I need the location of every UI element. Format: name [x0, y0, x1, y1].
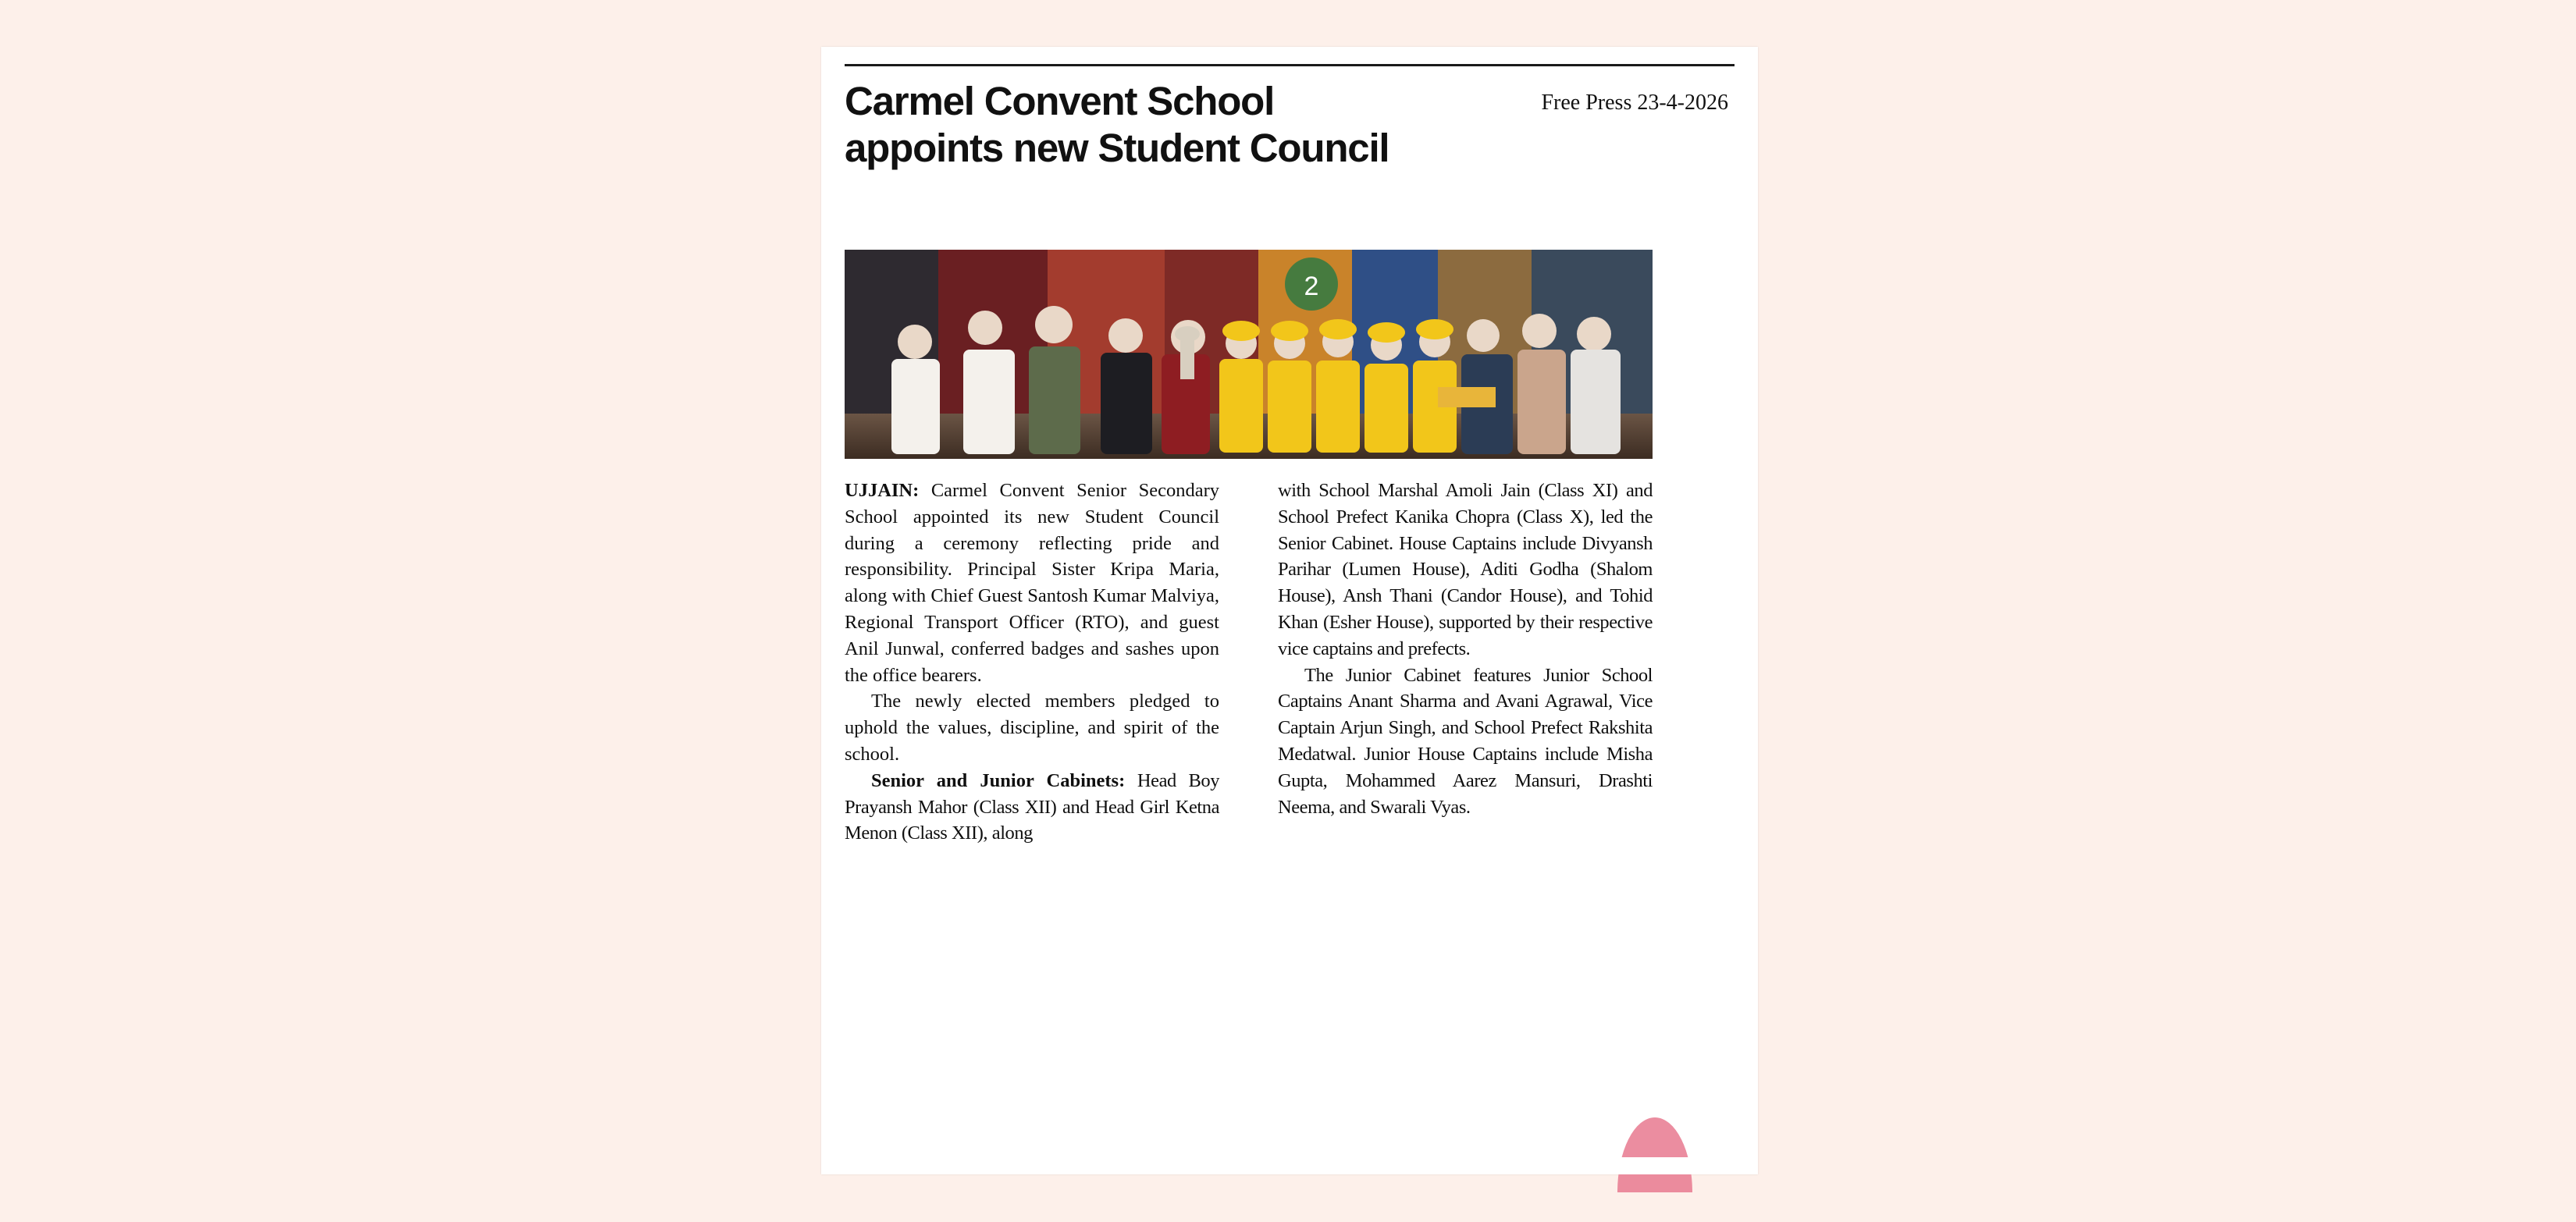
article-body [845, 478, 1653, 1156]
svg-text:2: 2 [1304, 272, 1319, 301]
subheading-cabinets: Senior and Junior Cabinets: [871, 769, 1126, 791]
publication-date: Free Press 23-4-2026 [1541, 91, 1728, 115]
headline-line-2: appoints new Student Council [845, 125, 1389, 170]
dateline: UJJAIN: [845, 480, 920, 501]
header-rule [845, 64, 1735, 66]
photo-illustration [845, 250, 1653, 459]
paragraph-4: with School Marshal Amoli Jain (Class XI) and School Prefect Kanika Chopra (Class X), led the Senior Cabinet. House Captains include Divyansh Parihar (Lumen House), Aditi Godha (Shalom House), Ansh Thani (Candor House), and Tohid Khan (Esher House), supported by their respective vice captains and prefects. [1278, 480, 1653, 659]
page-title [845, 78, 1469, 171]
column-right [1278, 478, 1653, 820]
paragraph-lead-text: Carmel Convent Senior Secondary School appointed its new Student Council during a ceremony reflecting pride and responsibility. Principal Sister Kripa Maria, along with Chief Guest Santosh Kumar Malviya, Regional Transport Officer (RTO), and guest Anil Junwal, conferred badges and sashes upon the office bearers. [845, 480, 1219, 686]
paragraph-5: The Junior Cabinet features Junior School Captains Anant Sharma and Avani Agrawal, Vice Captain Arjun Singh, and School Prefect Rakshita Medatwal. Junior House Captains include Misha Gupta, Mohammed Aarez Mansuri, Drashti Neema, and Swarali Vyas. [1278, 664, 1653, 818]
clipping-top-edge [821, 47, 1758, 61]
clipping-bottom-edge [821, 1157, 1758, 1174]
paragraph-lead [845, 478, 1219, 688]
headline-line-1: Carmel Convent School [845, 79, 1275, 123]
masthead [845, 78, 1735, 170]
paragraph-3-text: Head Boy Prayansh Mahor (Class XII) and Head Girl Ketna Menon (Class XII), along [845, 769, 1220, 844]
article-photo [845, 250, 1653, 459]
newspaper-clipping [821, 47, 1758, 1174]
paragraph-3 [845, 768, 1219, 847]
paragraph-2: The newly elected members pledged to uphold the values, discipline, and spirit of the school. [845, 691, 1219, 765]
column-left [845, 478, 1219, 847]
